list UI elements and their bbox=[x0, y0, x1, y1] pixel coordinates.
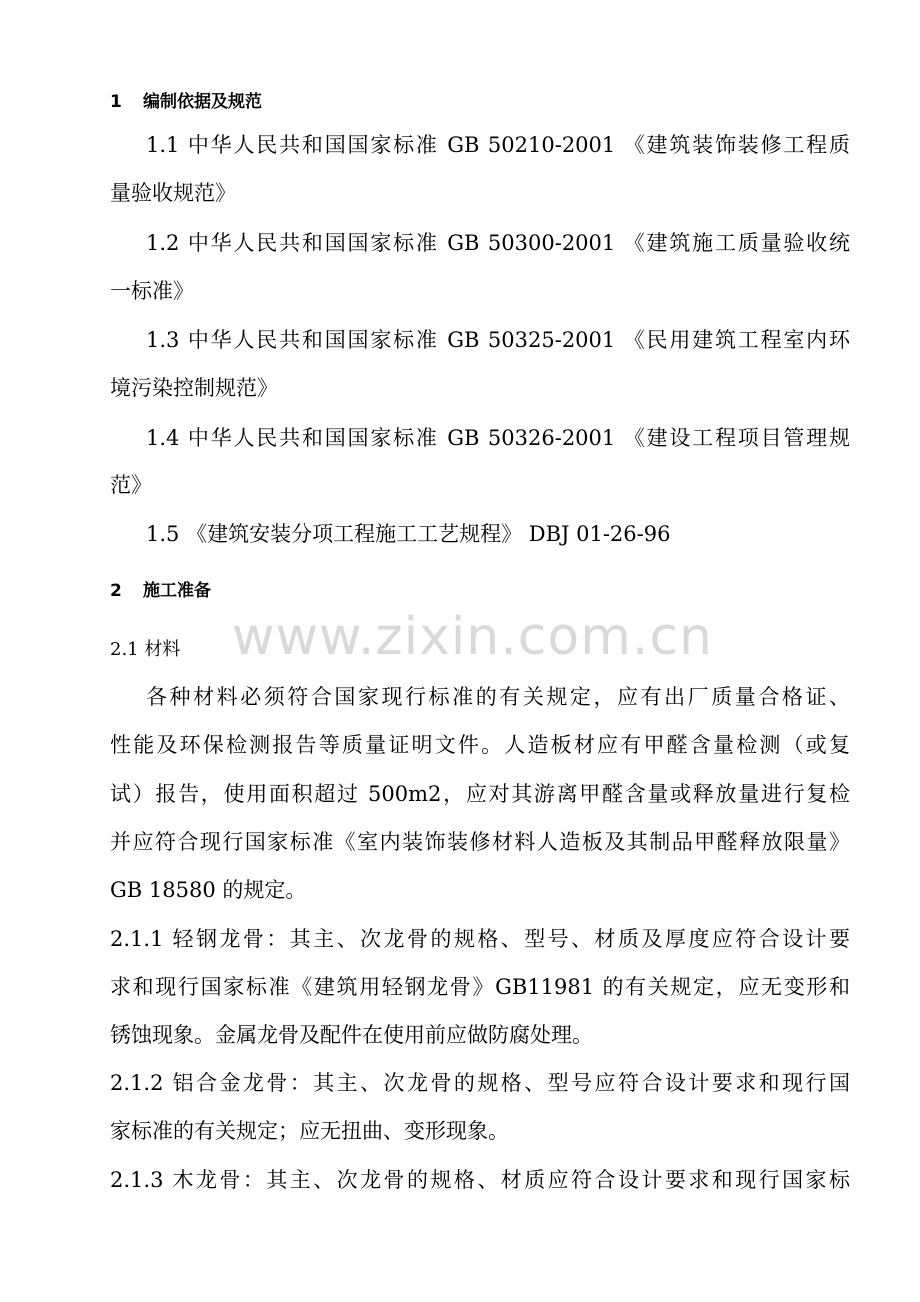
section-heading-1 bbox=[110, 88, 262, 116]
paragraph-line: 一标准》 bbox=[110, 279, 194, 303]
paragraph-line: 2.1.3 木龙骨：其主、次龙骨的规格、材质应符合设计要求和现行国家标 bbox=[110, 1168, 850, 1192]
paragraph-line: 性能及环保检测报告等质量证明文件。人造板材应有甲醛含量检测（或复 bbox=[110, 733, 850, 757]
section-number: 2 bbox=[110, 581, 122, 601]
paragraph-line: 各种材料必须符合国家现行标准的有关规定，应有出厂质量合格证、 bbox=[146, 685, 850, 709]
paragraph-line: 家标准的有关规定；应无扭曲、变形现象。 bbox=[110, 1119, 509, 1143]
paragraph-line: 锈蚀现象。金属龙骨及配件在使用前应做防腐处理。 bbox=[110, 1023, 593, 1047]
section-title: 编制依据及规范 bbox=[143, 92, 262, 112]
paragraph-line: 境污染控制规范》 bbox=[110, 376, 278, 400]
paragraph-line: GB 18580 的规定。 bbox=[110, 878, 307, 902]
paragraph-line: 求和现行国家标准《建筑用轻钢龙骨》GB11981 的有关规定，应无变形和 bbox=[110, 975, 850, 999]
watermark: www.zixin.com.cn bbox=[232, 607, 713, 667]
subsection-heading: 2.1 材料 bbox=[110, 639, 181, 660]
section-number: 1 bbox=[110, 92, 122, 112]
paragraph-line: 2.1.2 铝合金龙骨：其主、次龙骨的规格、型号应符合设计要求和现行国 bbox=[110, 1071, 850, 1095]
paragraph-line: 1.4 中华人民共和国国家标准 GB 50326-2001 《建设工程项目管理规 bbox=[146, 426, 850, 450]
paragraph-line: 2.1.1 轻钢龙骨：其主、次龙骨的规格、型号、材质及厚度应符合设计要 bbox=[110, 927, 850, 951]
section-title: 施工准备 bbox=[143, 581, 211, 601]
paragraph-line: 量验收规范》 bbox=[110, 181, 236, 205]
paragraph-line: 1.2 中华人民共和国国家标准 GB 50300-2001 《建筑施工质量验收统 bbox=[146, 231, 850, 255]
section-heading-2 bbox=[110, 577, 211, 605]
paragraph-line: 并应符合现行国家标准《室内装饰装修材料人造板及其制品甲醛释放限量》 bbox=[110, 830, 850, 854]
paragraph-line: 1.1 中华人民共和国国家标准 GB 50210-2001 《建筑装饰装修工程质 bbox=[146, 133, 850, 157]
paragraph-line: 范》 bbox=[110, 473, 152, 497]
paragraph-line: 1.3 中华人民共和国国家标准 GB 50325-2001 《民用建筑工程室内环 bbox=[146, 328, 850, 352]
paragraph-line: 1.5 《建筑安装分项工程施工工艺规程》 DBJ 01-26-96 bbox=[146, 522, 671, 546]
paragraph-line: 试）报告，使用面积超过 500m2，应对其游离甲醛含量或释放量进行复检 bbox=[110, 782, 850, 806]
